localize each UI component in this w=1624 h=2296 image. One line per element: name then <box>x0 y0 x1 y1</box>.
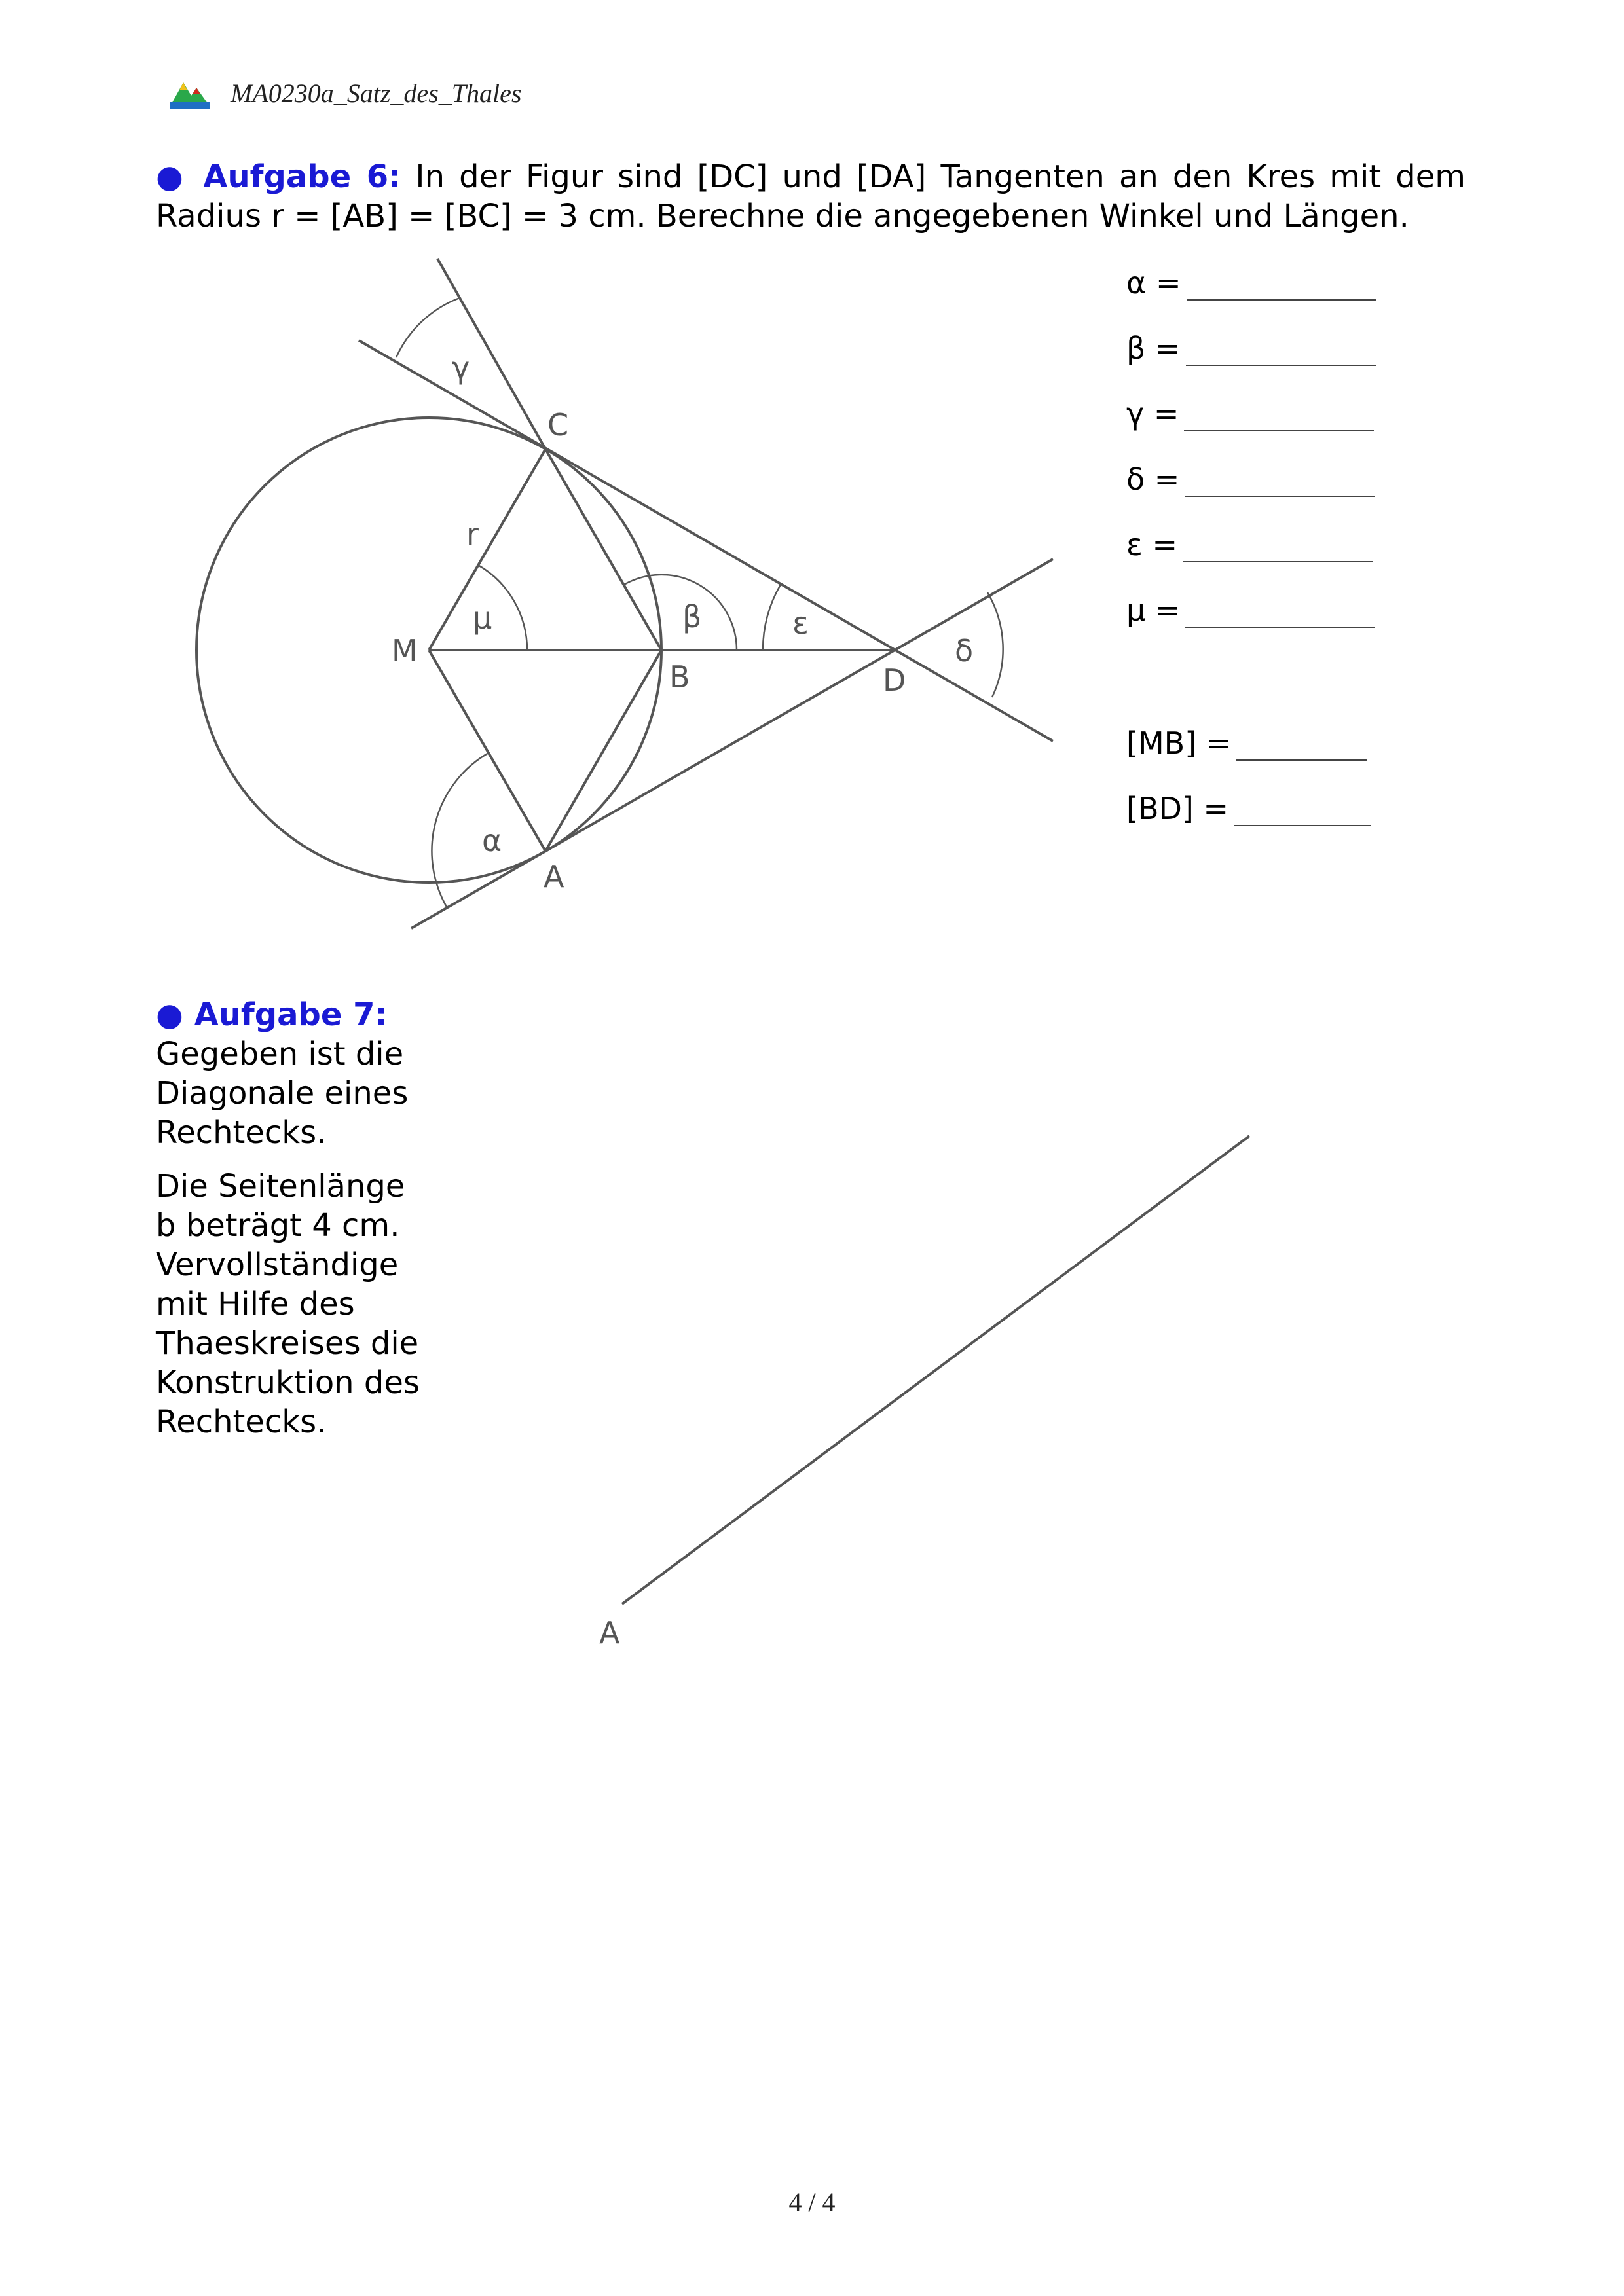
label-mu: μ <box>473 600 492 636</box>
diagonal-line <box>622 1136 1249 1604</box>
label-delta: δ <box>955 633 974 668</box>
task-6-label: ● Aufgabe 6: <box>156 158 401 195</box>
answer-label: μ = <box>1126 592 1181 628</box>
answer-label: [MB] = <box>1126 725 1232 761</box>
answer-label: [BD] = <box>1126 791 1229 826</box>
label-d: D <box>883 663 906 698</box>
answer-label: δ = <box>1126 462 1180 497</box>
document-title: MA0230a_Satz_des_Thales <box>231 78 522 108</box>
task-7-label: ● Aufgabe 7: <box>156 996 388 1033</box>
task-7-text-2: Die Seitenlänge b beträgt 4 cm. Vervollständige mit Hilfe des Thaeskreises die Konstruktion des Rechtecks. <box>156 1168 420 1440</box>
answer-label: α = <box>1126 265 1181 301</box>
label-epsilon: ε <box>792 606 809 641</box>
label-m: M <box>392 633 418 668</box>
answer-label: γ = <box>1126 396 1179 431</box>
label-alpha: α <box>482 823 502 858</box>
label-c: C <box>547 407 569 443</box>
label-a: A <box>544 859 564 894</box>
label-beta: β <box>682 599 702 634</box>
label-a-7: A <box>599 1615 620 1650</box>
label-b: B <box>669 659 690 695</box>
answer-label: ε = <box>1126 527 1178 562</box>
page-number: 4 / 4 <box>788 2187 836 2217</box>
task-6-text: In der Figur sind [DC] und [DA] Tangenten an den Kres mit dem Radius r = [AB] = [BC] = 3 cm. Berechne die angegebenen Winkel und Längen. <box>156 158 1466 234</box>
task-7-text-1: Gegeben ist die Diagonale eines Rechtecks. <box>156 1036 409 1151</box>
label-gamma: γ <box>452 350 470 386</box>
answer-label: β = <box>1126 331 1181 366</box>
label-r: r <box>466 517 479 552</box>
